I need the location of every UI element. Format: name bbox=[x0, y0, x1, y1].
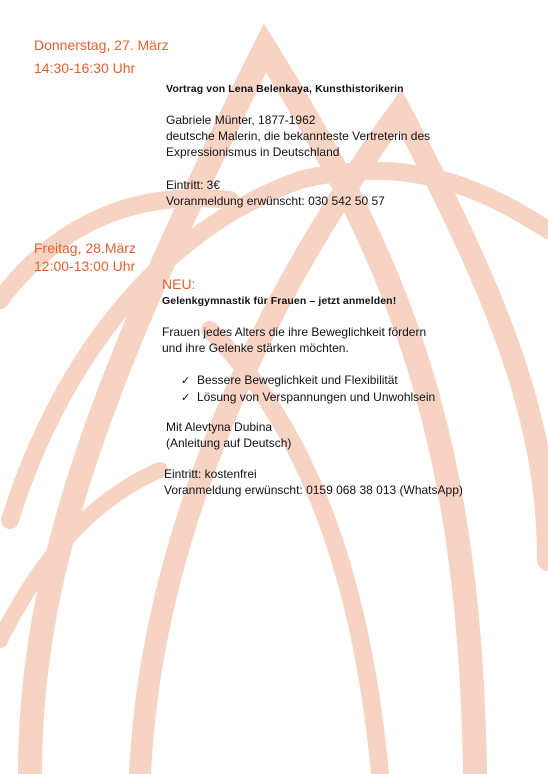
event2-title: Gelenkgymnastik für Frauen – jetzt anmelden! bbox=[162, 295, 397, 307]
check-icon: ✓ bbox=[181, 375, 191, 387]
event1-subject bbox=[166, 112, 430, 160]
event1-fee: Eintritt: 3€ bbox=[166, 178, 221, 192]
benefit-label: Lösung von Verspannungen und Unwohlsein bbox=[197, 389, 436, 404]
event2-registration: Voranmeldung erwünscht: 0159 068 38 013 (WhatsApp) bbox=[164, 483, 463, 497]
event2-new-tag: NEU: bbox=[162, 276, 196, 292]
event1-subject-line: deutsche Malerin, die bekannteste Vertreterin des bbox=[166, 129, 431, 143]
event2-instructor-line: (Anleitung auf Deutsch) bbox=[166, 436, 292, 450]
event1-info bbox=[166, 177, 385, 209]
event1-subject-line: Expressionismus in Deutschland bbox=[166, 145, 340, 159]
check-icon: ✓ bbox=[181, 391, 191, 404]
event2-intro bbox=[162, 324, 426, 356]
event2-date: Freitag, 28.März bbox=[34, 240, 136, 256]
event2-intro-line: Frauen jedes Alters die ihre Beweglichkeit fördern bbox=[162, 325, 427, 339]
event2-instructor bbox=[166, 419, 291, 451]
event1-time: 14:30-16:30 Uhr bbox=[34, 60, 136, 76]
event1-date: Donnerstag, 27. März bbox=[34, 37, 169, 53]
event2-time: 12:00-13:00 Uhr bbox=[34, 258, 136, 274]
benefit-item bbox=[181, 390, 435, 407]
event2-benefits-list bbox=[181, 373, 435, 406]
event2-info bbox=[164, 466, 463, 498]
benefit-item bbox=[181, 373, 435, 390]
event1-title: Vortrag von Lena Belenkaya, Kunsthistorikerin bbox=[166, 83, 404, 95]
event1-registration: Voranmeldung erwünscht: 030 542 50 57 bbox=[166, 194, 385, 208]
event2-fee: Eintritt: kostenfrei bbox=[164, 467, 257, 481]
event1-subject-line: Gabriele Münter, 1877-1962 bbox=[166, 113, 316, 127]
event2-instructor-line: Mit Alevtyna Dubina bbox=[166, 420, 273, 434]
benefit-label: Bessere Beweglichkeit und Flexibilität bbox=[197, 373, 398, 387]
event2-intro-line: und ihre Gelenke stärken möchten. bbox=[162, 341, 349, 355]
